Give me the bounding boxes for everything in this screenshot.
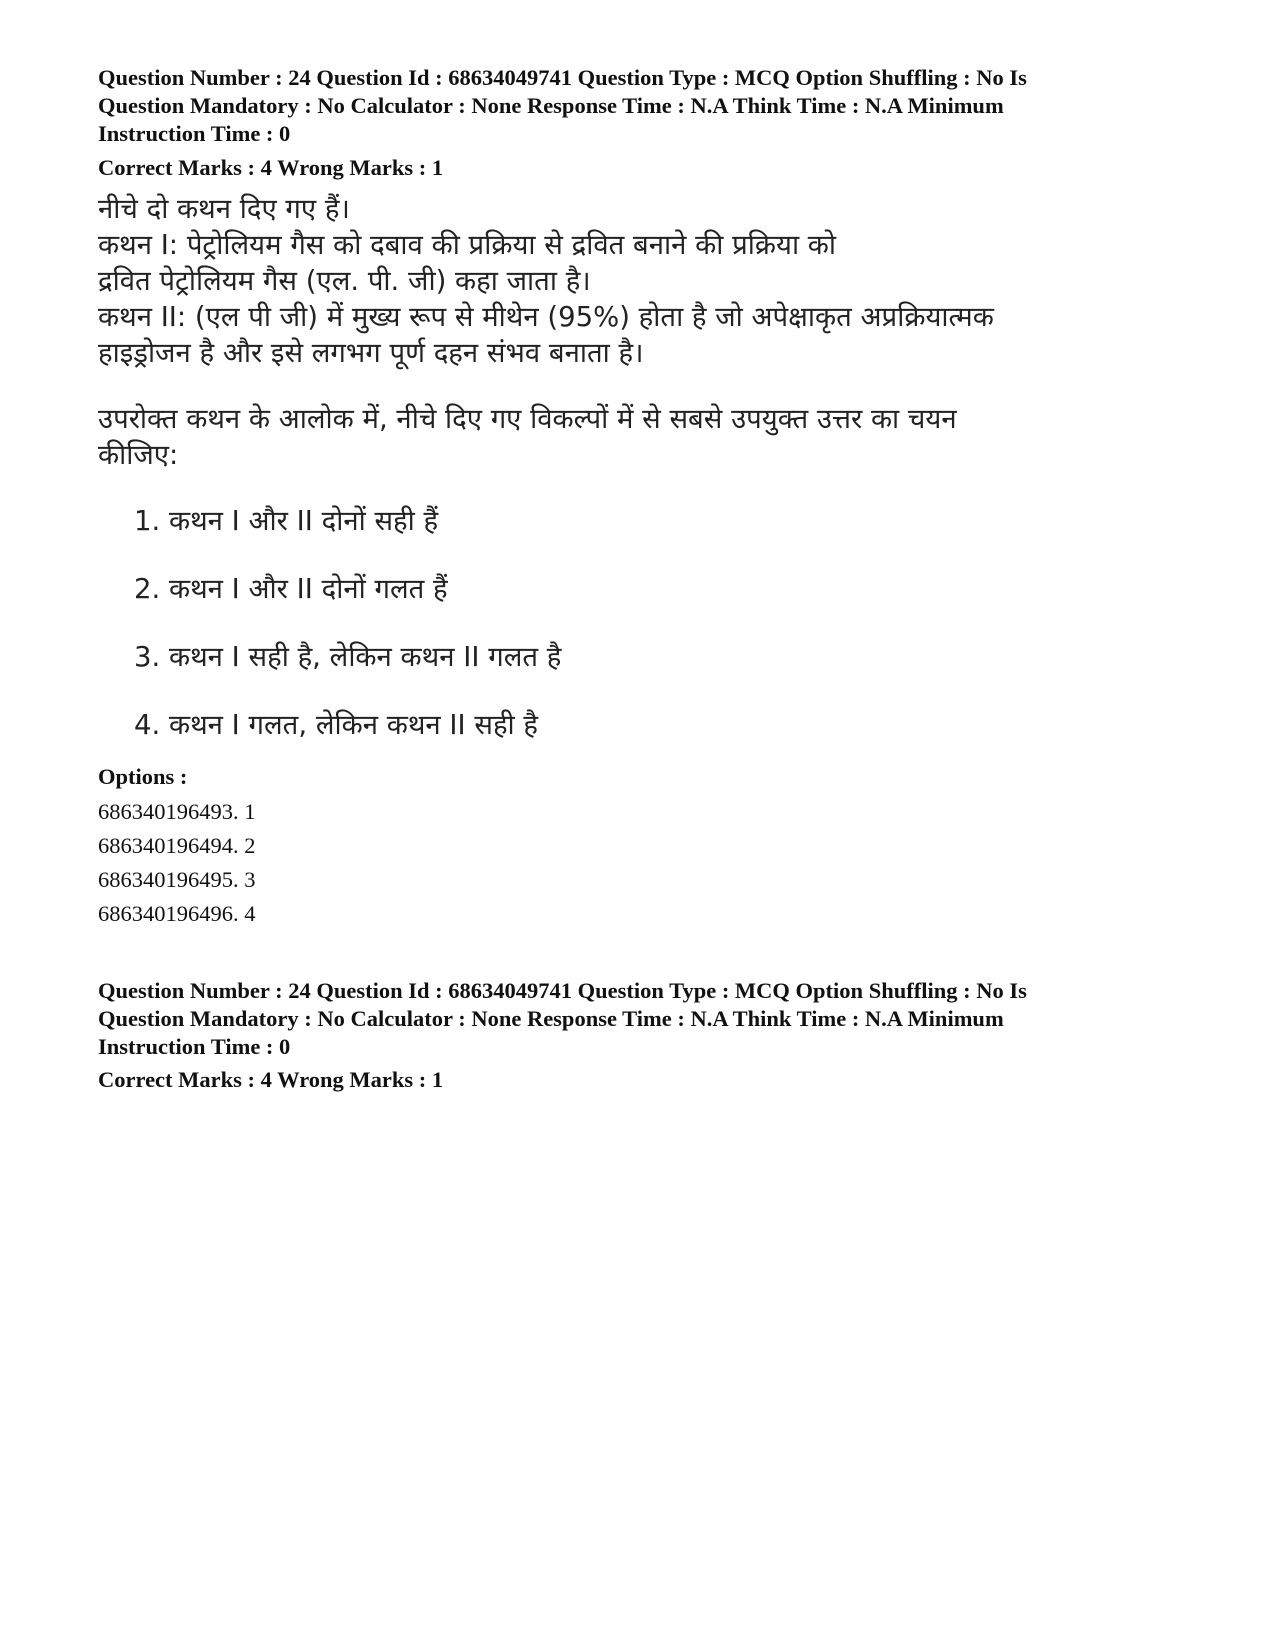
option-value: 4 — [244, 901, 256, 926]
marks-line: Correct Marks : 4 Wrong Marks : 1 — [98, 155, 444, 180]
question-line: नीचे दो कथन दिए गए हैं। — [98, 193, 350, 225]
options-list — [98, 798, 256, 934]
question-line: कथन I: पेट्रोलियम गैस को दबाव की प्रक्रिया से द्रवित बनाने की प्रक्रिया को — [98, 229, 837, 261]
meta-line: Question Number : 24 Question Id : 68634049741 Question Type : MCQ Option Shuffling : No Is — [98, 978, 1027, 1003]
options-heading: Options : — [98, 764, 188, 789]
option-item — [98, 900, 256, 934]
option-item — [98, 832, 256, 866]
marks-line: Correct Marks : 4 Wrong Marks : 1 — [98, 1067, 444, 1092]
option-id: 686340196493. — [98, 799, 239, 824]
question-line: कथन II: (एल पी जी) में मुख्य रूप से मीथेन (95%) होता है जो अपेक्षाकृत अप्रक्रियात्मक — [98, 301, 994, 333]
meta-line: Question Mandatory : No Calculator : None Response Time : N.A Think Time : N.A Minimum — [98, 93, 1004, 118]
choice-item: 2. कथन I और II दोनों गलत हैं — [134, 573, 448, 605]
instruction-line: उपरोक्त कथन के आलोक में, नीचे दिए गए विकल्पों में से सबसे उपयुक्त उत्तर का चयन — [98, 403, 957, 435]
meta-line: Question Number : 24 Question Id : 68634049741 Question Type : MCQ Option Shuffling : No Is — [98, 65, 1027, 90]
instruction-line: कीजिए: — [98, 439, 179, 471]
choice-item: 4. कथन I गलत, लेकिन कथन II सही है — [134, 709, 539, 741]
option-id: 686340196495. — [98, 867, 239, 892]
option-id: 686340196494. — [98, 833, 239, 858]
question-line: हाइड्रोजन है और इसे लगभग पूर्ण दहन संभव बनाता है। — [98, 337, 644, 369]
meta-line: Instruction Time : 0 — [98, 121, 291, 146]
option-value: 1 — [244, 799, 256, 824]
meta-line: Instruction Time : 0 — [98, 1034, 291, 1059]
choice-item: 1. कथन I और II दोनों सही हैं — [134, 505, 439, 537]
question-meta — [98, 64, 1178, 148]
option-value: 2 — [244, 833, 256, 858]
option-item — [98, 866, 256, 900]
option-item — [98, 798, 256, 832]
question-line: द्रवित पेट्रोलियम गैस (एल. पी. जी) कहा जाता है। — [98, 265, 591, 297]
option-id: 686340196496. — [98, 901, 239, 926]
meta-line: Question Mandatory : No Calculator : None Response Time : N.A Think Time : N.A Minimum — [98, 1006, 1004, 1031]
option-value: 3 — [244, 867, 256, 892]
question-meta — [98, 977, 1178, 1061]
choice-item: 3. कथन I सही है, लेकिन कथन II गलत है — [134, 641, 562, 673]
